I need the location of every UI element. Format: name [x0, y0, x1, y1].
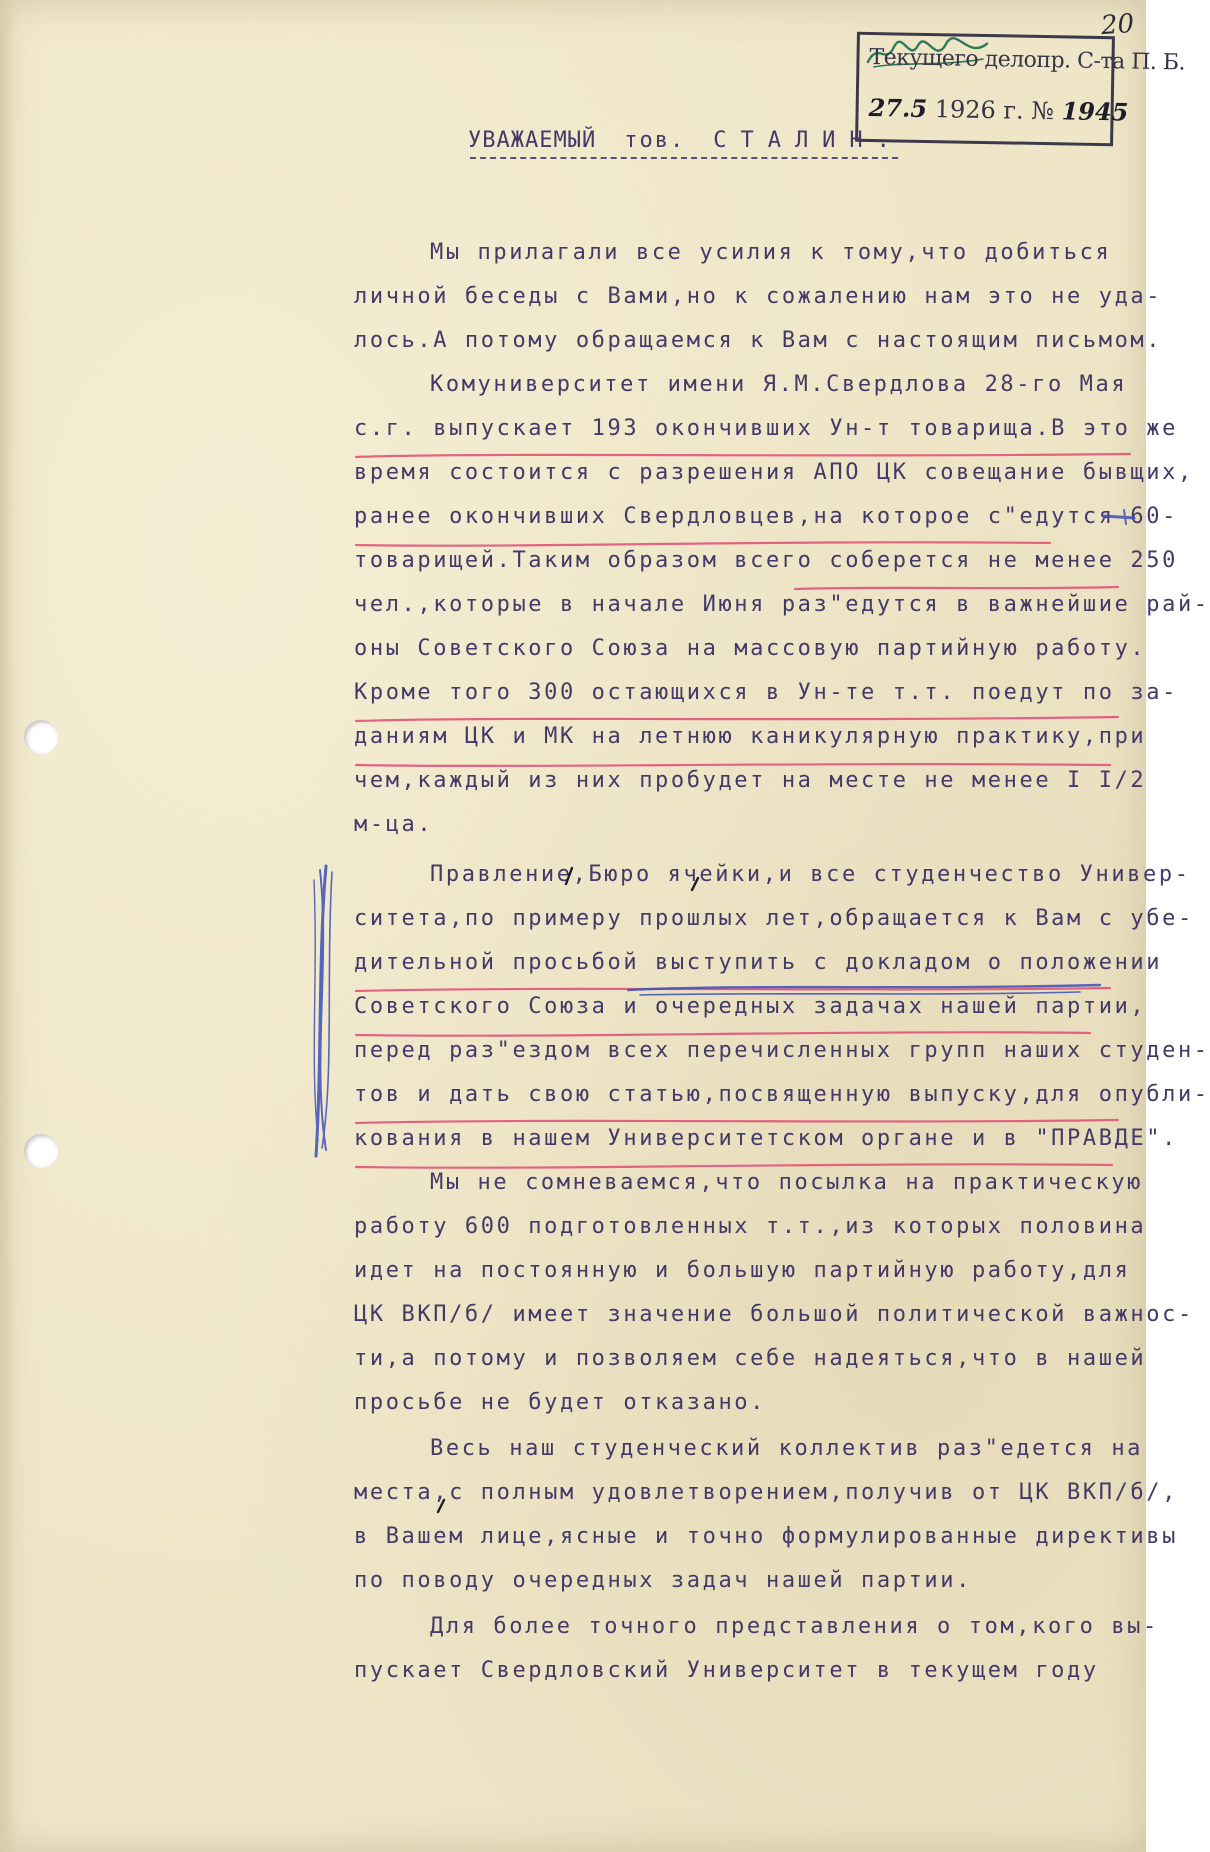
blue-underline [628, 985, 1100, 990]
red-underline [356, 1120, 1118, 1123]
blue-margin-bracket [316, 866, 326, 1156]
body-line: идет на постоянную и большую партийную работу,для [354, 1258, 1131, 1283]
body-line: товарищей.Таким образом всего соберется не менее 250 [354, 548, 1178, 573]
salutation-word-3: СТАЛИН. [713, 128, 904, 153]
body-line: места,с полным удовлетворением,получив от ЦК ВКП/б/, [354, 1480, 1178, 1505]
body-line: время состоится с разрешения АПО ЦК совещание бывщих, [354, 460, 1194, 485]
stamp-office-line: Текущего делопр. С-та П. Б. [869, 44, 1186, 76]
body-line: личной беседы с Вами,но к сожалению нам это не уда- [354, 284, 1163, 309]
red-underline [356, 542, 1050, 545]
salutation-dashed-underline [470, 157, 898, 167]
body-line: оны Советского Союза на массовую партийную работу. [354, 636, 1147, 661]
stamp-year-label: 1926 г. № [934, 95, 1055, 126]
page-edge-shadow [0, 0, 14, 1852]
red-underline [356, 1032, 1090, 1035]
red-underline [795, 587, 1118, 589]
body-line: Мы прилагали все усилия к тому,что добиться [430, 240, 1112, 265]
archive-page-number: 20 [1099, 8, 1136, 42]
body-line: Советского Союза и очередных задачах нашей партии, [354, 994, 1147, 1019]
body-line: с.г. выпускает 193 окончивших Ун-т товарища.В это же [354, 416, 1178, 441]
salutation-word-1: УВАЖАЕМЫЙ [468, 128, 597, 153]
punch-hole-top [24, 720, 58, 754]
body-line: пускает Свердловский Университет в текущем году [354, 1658, 1099, 1683]
body-line: даниям ЦК и МК на летнюю каникулярную практику,при [354, 724, 1147, 749]
stamp-registration-number: 1945 [1061, 96, 1129, 127]
body-line: м-ца. [354, 812, 434, 837]
body-line: ти,а потому и позволяем себе надеяться,что в нашей [354, 1346, 1147, 1371]
red-underline [356, 717, 1118, 721]
blue-margin-bracket [322, 872, 332, 1148]
body-line: Для более точного представления о том,кого вы- [430, 1614, 1159, 1639]
blue-margin-bracket [314, 880, 318, 1140]
stamp-date-line [868, 93, 1128, 127]
stamp-date-handwritten: 27.5 [868, 92, 928, 123]
body-line: по поводу очередных задач нашей партии. [354, 1568, 972, 1593]
body-line: Комуниверситет имени Я.М.Свердлова 28-го Мая [430, 372, 1128, 397]
body-line: чем,каждый из них пробудет на месте не менее I I/2 [354, 768, 1147, 793]
body-line: кования в нашем Университетском органе и в "ПРАВДЕ". [354, 1126, 1178, 1151]
salutation-word-2: тов. [624, 128, 686, 153]
red-underline [356, 1164, 1112, 1167]
body-line: ранее окончивших Свердловцев,на которое с"едутся 60- [354, 504, 1178, 529]
red-underline [356, 764, 1110, 766]
body-line: Правление,Бюро ячейки,и все студенчество Универ- [430, 862, 1191, 887]
blue-margin-bracket [320, 870, 326, 1150]
red-underline [356, 988, 1110, 991]
body-line: ситета,по примеру прошлых лет,обращается к Вам с убе- [354, 906, 1194, 931]
body-line: перед раз"ездом всех перечисленных групп наших студен- [354, 1038, 1210, 1063]
body-line: Кроме того 300 остающихся в Ун-те т.т. поедут по за- [354, 680, 1178, 705]
body-line: просьбе не будет отказано. [354, 1390, 766, 1415]
punch-hole-bottom [24, 1134, 58, 1168]
body-line: чел.,которые в начале Июня раз"едутся в важнейшие рай- [354, 592, 1210, 617]
body-line: дительной просьбой выступить с докладом о положении [354, 950, 1163, 975]
body-line: работу 600 подготовленных т.т.,из которых половина [354, 1214, 1147, 1239]
body-line: Мы не сомневаемся,что посылка на практическую [430, 1170, 1144, 1195]
red-underline [356, 454, 1130, 457]
body-line: тов и дать свою статью,посвященную выпуску,для опубли- [354, 1082, 1210, 1107]
body-line: Весь наш студенческий коллектив раз"едется на [430, 1436, 1144, 1461]
body-line: ЦК ВКП/б/ имеет значение большой политической важнос- [354, 1302, 1194, 1327]
letter-salutation [468, 128, 904, 153]
body-line: лось.А потому обращаемся к Вам с настоящим письмом. [354, 328, 1163, 353]
body-line: в Вашем лице,ясные и точно формулированные директивы [354, 1524, 1178, 1549]
